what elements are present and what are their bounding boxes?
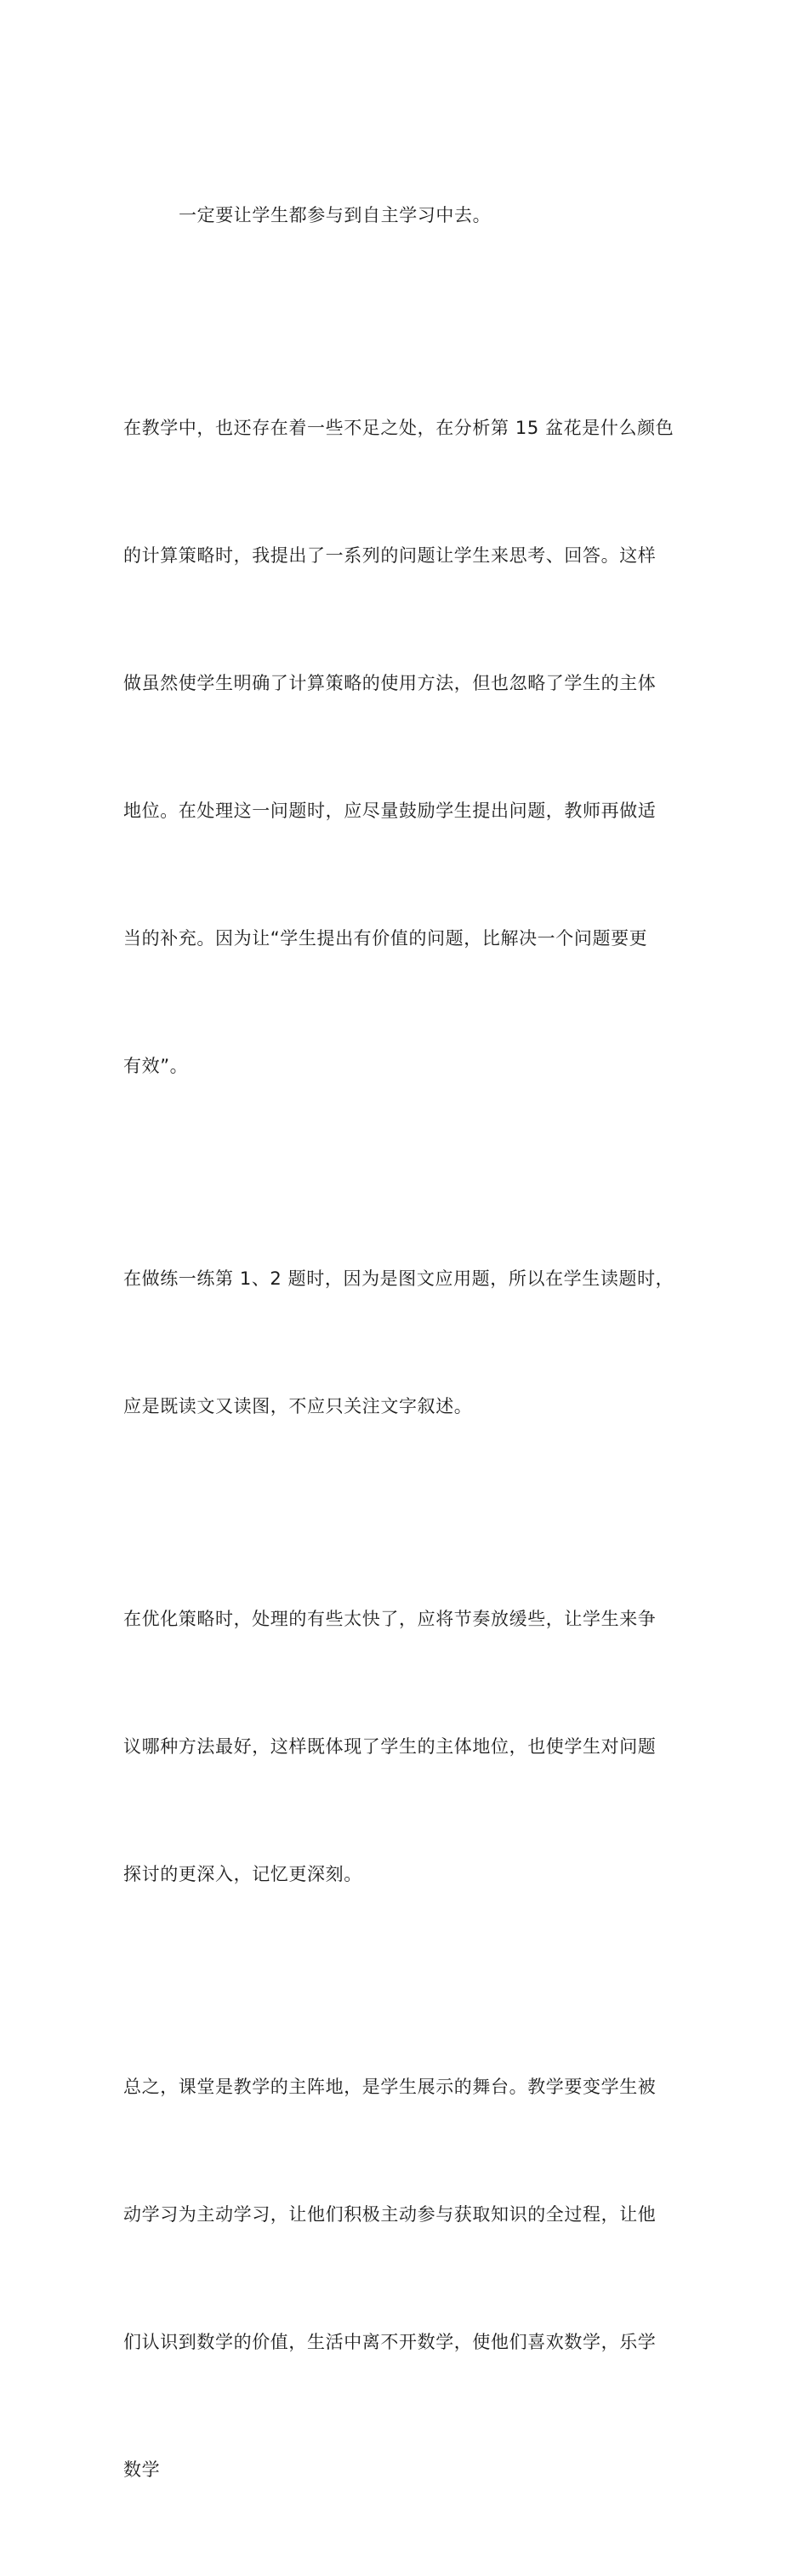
- text-line: 总之，课堂是教学的主阵地，是学生展示的舞台。教学要变学生被: [123, 2077, 657, 2097]
- text-line: 应是既读文又读图，不应只关注文字叙述。: [123, 1396, 473, 1416]
- text-line: 在优化策略时，处理的有些太快了，应将节奏放缓些，让学生来争: [123, 1609, 657, 1629]
- text-line: 一定要让学生都参与到自主学习中去。: [179, 205, 492, 225]
- text-line: 在做练一练第 1、2 题时，因为是图文应用题，所以在学生读题时，: [123, 1268, 674, 1289]
- text-line: 数学: [123, 2459, 161, 2480]
- text-line: 地位。在处理这一问题时，应尽量鼓励学生提出问题，教师再做适: [123, 801, 657, 821]
- text-line: 在教学中，也还存在着一些不足之处，在分析第 15 盆花是什么颜色: [123, 418, 674, 438]
- document-body: [123, 109, 689, 2576]
- text-line: 的计算策略时，我提出了一系列的问题让学生来思考、回答。这样: [123, 545, 657, 566]
- paragraph-1: [123, 109, 689, 322]
- text-line: 有效”。: [123, 1056, 189, 1076]
- text-line: 们认识到数学的价值，生活中离不开数学，使他们喜欢数学，乐学: [123, 2332, 657, 2352]
- text-line: 当的补充。因为让“学生提出有价值的问题，比解决一个问题要更: [123, 928, 648, 949]
- text-line: 议哪种方法最好，这样既体现了学生的主体地位，也使学生对问题: [123, 1736, 657, 1757]
- paragraph-2: [123, 322, 689, 1172]
- text-line: 探讨的更深入，记忆更深刻。: [123, 1864, 362, 1884]
- paragraph-3: [123, 1172, 689, 1513]
- text-line: 做虽然使学生明确了计算策略的使用方法，但也忽略了学生的主体: [123, 673, 657, 693]
- text-line: 动学习为主动学习，让他们积极主动参与获取知识的全过程，让他: [123, 2204, 657, 2225]
- paragraph-5: [123, 1980, 689, 2576]
- paragraph-4: [123, 1513, 689, 1980]
